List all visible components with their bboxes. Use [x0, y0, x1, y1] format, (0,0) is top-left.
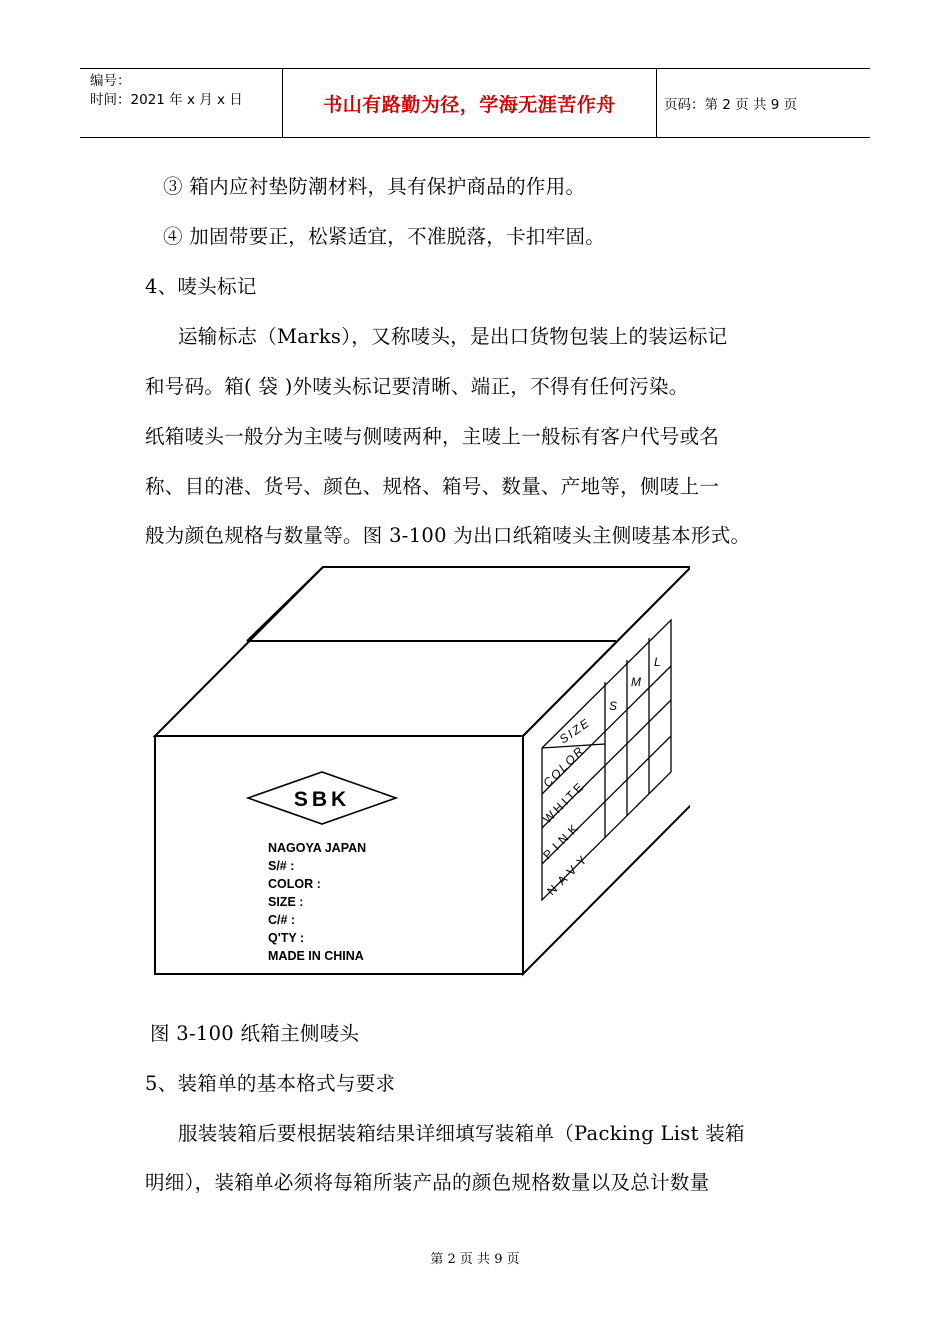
paragraph-packing-line2: 明细），装箱单必须将每箱所装产品的颜色规格数量以及总计数量 — [145, 1171, 710, 1194]
paragraph-types-line1: 纸箱唛头一般分为主唛与侧唛两种，主唛上一般标有客户代号或名 — [145, 425, 720, 448]
side-mark-colors — [540, 778, 593, 898]
main-mark-line: C/# : — [268, 913, 296, 927]
header-number: 编号： — [90, 73, 131, 89]
main-mark-line: COLOR : — [268, 877, 321, 891]
size-l: L — [654, 655, 661, 669]
color-label: COLOR — [540, 742, 588, 791]
paragraph-item-3: ③ 箱内应衬垫防潮材料，具有保护商品的作用。 — [163, 175, 586, 198]
main-mark-line: SIZE : — [268, 895, 304, 909]
color-pink: PINK — [540, 818, 585, 863]
paragraph-item-4: ④ 加固带要正，松紧适宜，不准脱落，卡扣牢固。 — [163, 225, 606, 248]
brand-mark: SBK — [293, 788, 351, 811]
main-mark-line: Q'TY : — [268, 931, 305, 945]
paragraph-types-line2: 称、目的港、货号、颜色、规格、箱号、数量、产地等，侧唛上一 — [145, 475, 720, 498]
paragraph-types-line3: 般为颜色规格与数量等。图 3-100 为出口纸箱唛头主侧唛基本形式。 — [145, 524, 751, 547]
main-mark-line: NAGOYA JAPAN — [268, 841, 367, 855]
main-mark-line: MADE IN CHINA — [268, 949, 364, 963]
page-header — [80, 68, 870, 138]
paragraph-packing-line1: 服装装箱后要根据装箱结果详细填写装箱单（Packing List 装箱 — [178, 1122, 745, 1145]
size-m: M — [631, 675, 641, 689]
main-mark-text — [268, 841, 366, 963]
color-navy: NAVY — [544, 848, 594, 899]
header-motto: 书山有路勤为径，学海无涯苦作舟 — [323, 93, 616, 116]
carton-marks-figure — [150, 562, 690, 982]
carton-box-outline — [155, 567, 690, 974]
size-s: S — [609, 699, 618, 713]
paragraph-marks-line1: 运输标志（Marks），又称唛头，是出口货物包装上的装运标记 — [178, 325, 728, 348]
section-heading-5: 5、装箱单的基本格式与要求 — [145, 1072, 396, 1095]
section-heading-4: 4、唛头标记 — [145, 275, 257, 298]
header-time: 时间：2021 年 x 月 x 日 — [90, 92, 243, 108]
main-mark-line: S/# : — [268, 859, 295, 873]
color-white: WHITE — [540, 778, 589, 827]
header-page-info: 页码：第 2 页 共 9 页 — [664, 97, 798, 113]
paragraph-marks-line2: 和号码。箱( 袋 )外唛头标记要清晰、端正，不得有任何污染。 — [145, 375, 689, 398]
size-label: SIZE — [556, 715, 594, 747]
header-meta — [90, 72, 243, 110]
header-divider — [656, 69, 657, 137]
page-footer: 第 2 页 共 9 页 — [430, 1252, 520, 1267]
figure-caption: 图 3-100 纸箱主侧唛头 — [150, 1022, 360, 1045]
